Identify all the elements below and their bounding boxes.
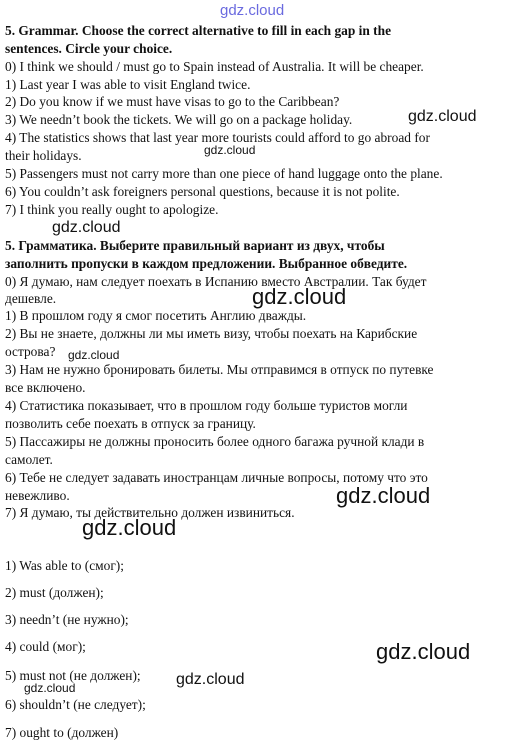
watermark: gdz.cloud	[204, 143, 256, 157]
russian-item-2-cont: острова?	[5, 344, 56, 359]
english-item-6: 6) You couldn’t ask foreigners personal questions, because it is not polite.	[5, 184, 400, 199]
watermark: gdz.cloud	[82, 515, 177, 540]
watermark: gdz.cloud	[252, 284, 347, 309]
russian-item-3-cont: все включено.	[5, 380, 86, 395]
english-heading-line-2: sentences. Circle your choice.	[5, 41, 173, 56]
russian-item-0-cont: дешевле.	[5, 291, 57, 306]
english-item-5: 5) Passengers must not carry more than one piece of hand luggage onto the plane.	[5, 166, 443, 181]
russian-item-6-cont: невежливо.	[5, 488, 70, 503]
russian-item-3: 3) Нам не нужно бронировать билеты. Мы отправимся в отпуск по путевке	[5, 362, 434, 377]
english-item-2: 2) Do you know if we must have visas to go to the Caribbean?	[5, 94, 340, 109]
answer-6: 6) shouldn’t (не следует);	[5, 697, 146, 712]
english-item-3: 3) We needn’t book the tickets. We will go on a package holiday.	[5, 112, 353, 127]
watermark: gdz.cloud	[52, 219, 121, 236]
english-item-4: 4) The statistics shows that last year more tourists could afford to go abroad for	[5, 130, 430, 145]
english-item-0: 0) I think we should / must go to Spain instead of Australia. It will be cheaper.	[5, 59, 424, 74]
answer-1: 1) Was able to (смог);	[5, 558, 124, 573]
watermark: gdz.cloud	[376, 639, 471, 664]
watermark: gdz.cloud	[176, 671, 245, 688]
watermark: gdz.cloud	[336, 483, 431, 508]
russian-heading-line-1: 5. Грамматика. Выберите правильный вариант из двух, чтобы	[5, 238, 385, 253]
answer-7: 7) ought to (должен)	[5, 725, 119, 740]
russian-item-4-cont: позволить себе поехать в отпуск за границу.	[5, 416, 256, 431]
watermark: gdz.cloud	[24, 681, 76, 695]
watermark: gdz.cloud	[68, 348, 120, 362]
answer-5: 5) must not (не должен);	[5, 668, 141, 683]
russian-item-0: 0) Я думаю, нам следует поехать в Испанию вместо Австралии. Так будет	[5, 274, 427, 289]
russian-item-2: 2) Вы не знаете, должны ли мы иметь визу, чтобы поехать на Карибские	[5, 326, 418, 341]
russian-item-6: 6) Тебе не следует задавать иностранцам личные вопросы, потому что это	[5, 470, 428, 485]
watermark-top: gdz.cloud	[220, 2, 285, 19]
english-item-1: 1) Last year I was able to visit England twice.	[5, 77, 251, 92]
russian-item-5: 5) Пассажиры не должны проносить более одного багажа ручной клади в	[5, 434, 425, 449]
russian-item-4: 4) Статистика показывает, что в прошлом году больше туристов могли	[5, 398, 408, 413]
russian-item-5-cont: самолет.	[5, 452, 53, 467]
watermark: gdz.cloud	[408, 108, 477, 125]
answer-3: 3) needn’t (не нужно);	[5, 612, 129, 627]
english-item-7: 7) I think you really ought to apologize.	[5, 202, 219, 217]
russian-item-1: 1) В прошлом году я смог посетить Англию дважды.	[5, 308, 307, 323]
answer-2: 2) must (должен);	[5, 585, 104, 600]
answer-4: 4) could (мог);	[5, 639, 86, 654]
russian-item-7: 7) Я думаю, ты действительно должен извиниться.	[5, 505, 295, 520]
russian-heading-line-2: заполнить пропуски в каждом предложении. Выбранное обведите.	[5, 256, 408, 271]
english-item-4-cont: their holidays.	[5, 148, 82, 163]
english-heading-line-1: 5. Grammar. Choose the correct alternative to fill in each gap in the	[5, 23, 392, 38]
